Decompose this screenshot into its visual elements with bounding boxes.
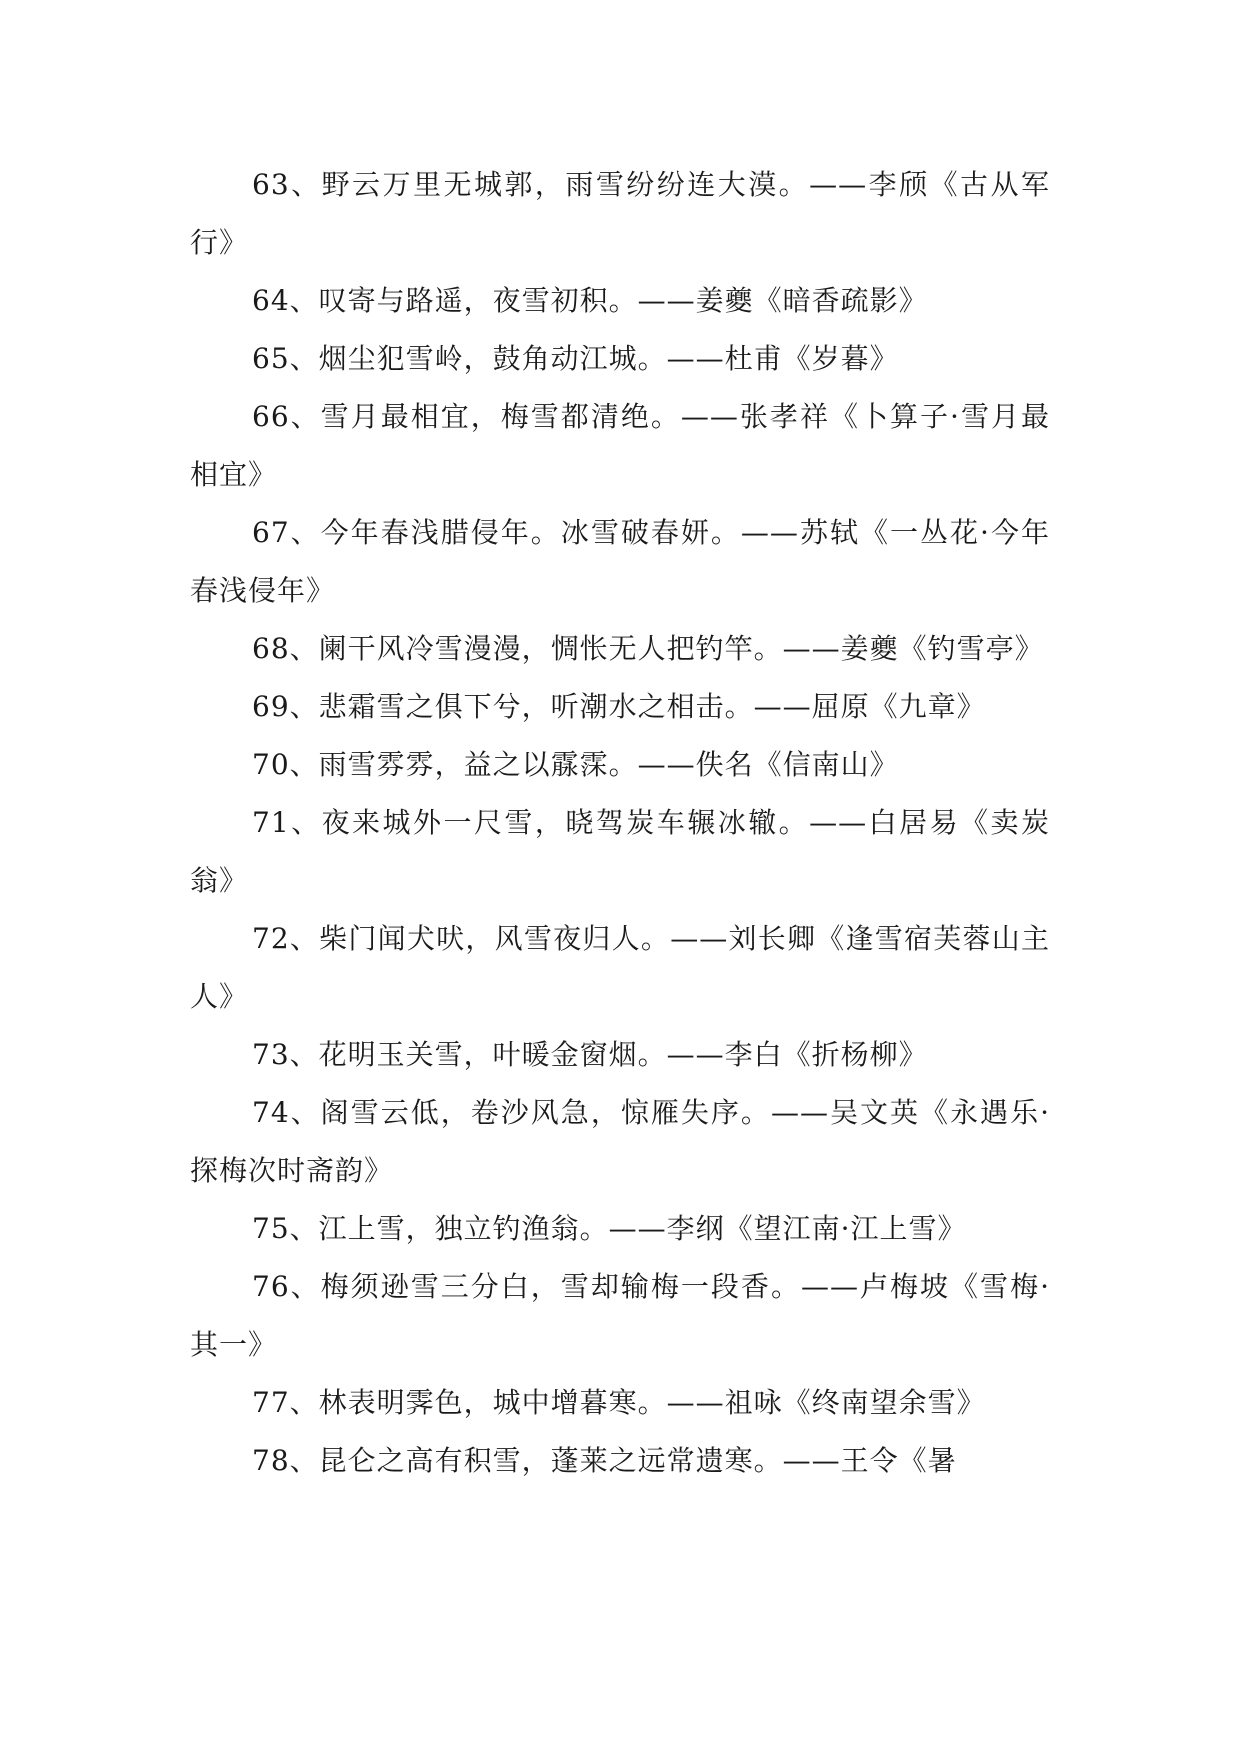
poem-line-78: 78、昆仑之高有积雪，蓬莱之远常遗寒。——王令《暑 xyxy=(252,1444,957,1477)
poem-line-63: 63、野云万里无城郭，雨雪纷纷连大漠。——李颀《古从军行》 xyxy=(190,168,1050,259)
poem-line-75: 75、江上雪，独立钓渔翁。——李纲《望江南·江上雪》 xyxy=(252,1212,967,1245)
poem-line-74: 74、阁雪云低，卷沙风急，惊雁失序。——吴文英《永遇乐·探梅次时斋韵》 xyxy=(190,1096,1050,1187)
poem-line-64: 64、叹寄与路遥，夜雪初积。——姜夔《暗香疏影》 xyxy=(252,284,928,317)
poem-line-73: 73、花明玉关雪，叶暖金窗烟。——李白《折杨柳》 xyxy=(252,1038,928,1071)
poem-line-68: 68、阑干风冷雪漫漫，惆怅无人把钓竿。——姜夔《钓雪亭》 xyxy=(252,632,1044,665)
poem-line-77: 77、林表明霁色，城中增暮寒。——祖咏《终南望余雪》 xyxy=(252,1386,986,1419)
poem-line-67: 67、今年春浅腊侵年。冰雪破春妍。——苏轼《一丛花·今年春浅侵年》 xyxy=(190,516,1050,607)
poem-line-72: 72、柴门闻犬吠，风雪夜归人。——刘长卿《逢雪宿芙蓉山主人》 xyxy=(190,922,1050,1013)
poem-list xyxy=(190,156,1050,1490)
poem-line-65: 65、烟尘犯雪岭，鼓角动江城。——杜甫《岁暮》 xyxy=(252,342,899,375)
poem-line-66: 66、雪月最相宜，梅雪都清绝。——张孝祥《卜算子·雪月最相宜》 xyxy=(190,400,1050,491)
poem-line-76: 76、梅须逊雪三分白，雪却输梅一段香。——卢梅坡《雪梅·其一》 xyxy=(190,1270,1050,1361)
poem-line-71: 71、夜来城外一尺雪，晓驾炭车辗冰辙。——白居易《卖炭翁》 xyxy=(190,806,1050,897)
poem-line-69: 69、悲霜雪之俱下兮，听潮水之相击。——屈原《九章》 xyxy=(252,690,986,723)
poem-line-70: 70、雨雪雰雰，益之以霡霂。——佚名《信南山》 xyxy=(252,748,899,781)
